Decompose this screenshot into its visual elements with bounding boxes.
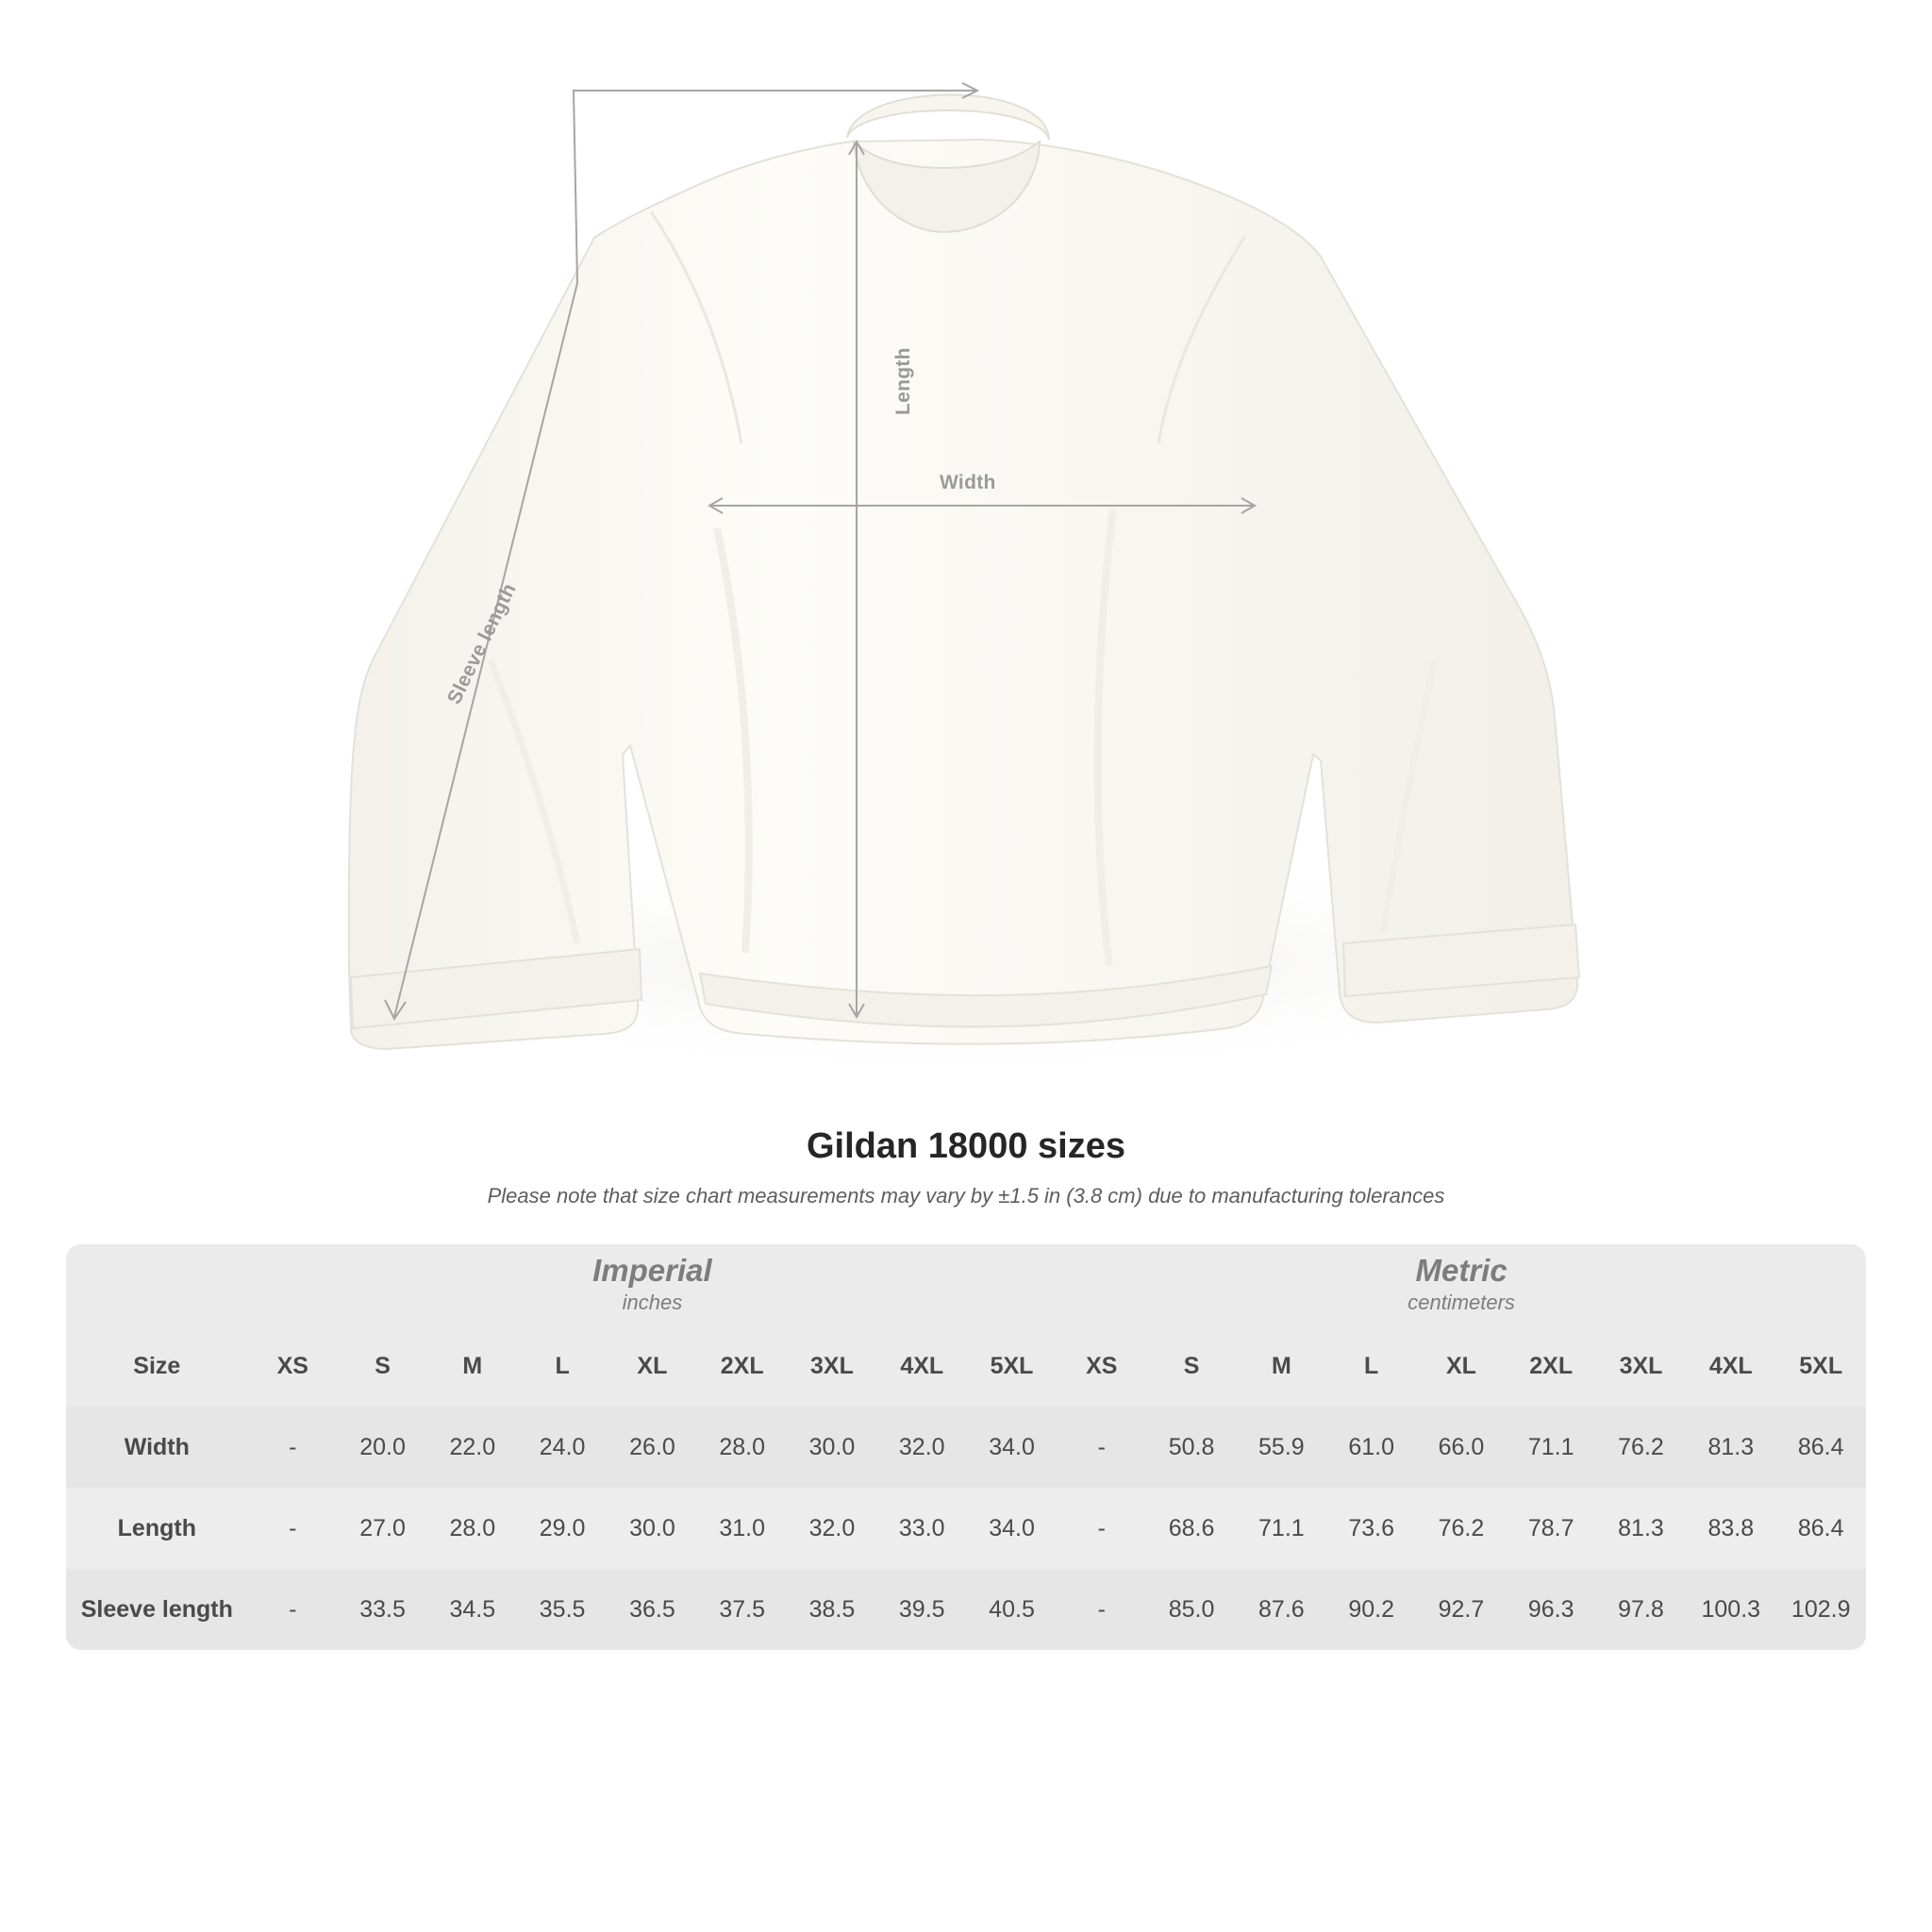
cell-length-metric-4xl: 83.8	[1686, 1488, 1775, 1569]
cell-sleeve-imperial-5xl: 40.5	[967, 1569, 1057, 1650]
cell-length-metric-m: 71.1	[1237, 1488, 1326, 1569]
page-title: Gildan 18000 sizes	[807, 1126, 1125, 1166]
cell-length-imperial-m: 28.0	[427, 1488, 517, 1569]
cell-length-imperial-2xl: 31.0	[697, 1488, 787, 1569]
unit-header-row	[66, 1244, 1866, 1325]
cell-sleeve-imperial-xl: 36.5	[608, 1569, 697, 1650]
size-col-header: XL	[1416, 1325, 1506, 1407]
cell-width-imperial-s: 20.0	[338, 1407, 427, 1488]
cell-length-imperial-xs: -	[248, 1488, 338, 1569]
cell-width-imperial-xs: -	[248, 1407, 338, 1488]
cell-sleeve-metric-m: 87.6	[1237, 1569, 1326, 1650]
cell-sleeve-metric-4xl: 100.3	[1686, 1569, 1775, 1650]
unit-imperial-sub: inches	[622, 1291, 683, 1315]
size-col-header: 5XL	[1775, 1325, 1866, 1407]
size-col-header: S	[1146, 1325, 1236, 1407]
cell-length-imperial-3xl: 32.0	[787, 1488, 876, 1569]
table-row	[66, 1407, 1866, 1488]
size-col-header: 2XL	[697, 1325, 787, 1407]
cell-width-imperial-m: 22.0	[427, 1407, 517, 1488]
cell-width-imperial-l: 24.0	[517, 1407, 607, 1488]
cell-sleeve-metric-xs: -	[1057, 1569, 1146, 1650]
cell-sleeve-imperial-s: 33.5	[338, 1569, 427, 1650]
cell-sleeve-metric-5xl: 102.9	[1775, 1569, 1866, 1650]
size-col-header: L	[1326, 1325, 1416, 1407]
cell-sleeve-metric-2xl: 96.3	[1507, 1569, 1596, 1650]
size-col-header: 3XL	[1596, 1325, 1686, 1407]
size-col-header: 4XL	[877, 1325, 967, 1407]
cell-width-imperial-5xl: 34.0	[967, 1407, 1057, 1488]
cell-length-metric-l: 73.6	[1326, 1488, 1416, 1569]
cell-width-metric-m: 55.9	[1237, 1407, 1326, 1488]
cell-length-metric-2xl: 78.7	[1507, 1488, 1596, 1569]
cell-sleeve-imperial-xs: -	[248, 1569, 338, 1650]
cell-width-metric-4xl: 81.3	[1686, 1407, 1775, 1488]
size-col-header: XL	[608, 1325, 697, 1407]
cell-sleeve-imperial-l: 35.5	[517, 1569, 607, 1650]
cell-sleeve-metric-xl: 92.7	[1416, 1569, 1506, 1650]
cell-width-metric-3xl: 76.2	[1596, 1407, 1686, 1488]
unit-metric-sub: centimeters	[1407, 1291, 1515, 1315]
size-col-header: XS	[1057, 1325, 1146, 1407]
cell-width-imperial-4xl: 32.0	[877, 1407, 967, 1488]
cell-width-metric-2xl: 71.1	[1507, 1407, 1596, 1488]
table-row	[66, 1488, 1866, 1569]
unit-header-spacer	[66, 1244, 248, 1325]
tolerance-note: Please note that size chart measurements may vary by ±1.5 in (3.8 cm) due to manufacturing tolerances	[487, 1184, 1445, 1208]
unit-metric-name: Metric	[1415, 1253, 1507, 1289]
size-chart-table	[66, 1244, 1866, 1650]
cell-width-metric-xs: -	[1057, 1407, 1146, 1488]
size-col-header: S	[338, 1325, 427, 1407]
width-label: Width	[940, 472, 996, 493]
cell-sleeve-imperial-m: 34.5	[427, 1569, 517, 1650]
cell-length-metric-3xl: 81.3	[1596, 1488, 1686, 1569]
cell-sleeve-metric-l: 90.2	[1326, 1569, 1416, 1650]
cell-sleeve-imperial-3xl: 38.5	[787, 1569, 876, 1650]
table-row	[66, 1569, 1866, 1650]
cell-length-metric-xl: 76.2	[1416, 1488, 1506, 1569]
cell-width-metric-l: 61.0	[1326, 1407, 1416, 1488]
size-header-row	[66, 1325, 1866, 1407]
cell-length-metric-5xl: 86.4	[1775, 1488, 1866, 1569]
row-label-sleeve-length: Sleeve length	[66, 1569, 248, 1650]
unit-metric	[1057, 1244, 1866, 1325]
size-col-header: 5XL	[967, 1325, 1057, 1407]
unit-imperial	[248, 1244, 1058, 1325]
cell-sleeve-imperial-2xl: 37.5	[697, 1569, 787, 1650]
cell-width-metric-5xl: 86.4	[1775, 1407, 1866, 1488]
size-col-header: 4XL	[1686, 1325, 1775, 1407]
sleeve-length-label: Sleeve length	[443, 579, 521, 708]
cell-length-metric-s: 68.6	[1146, 1488, 1236, 1569]
size-chart-table-wrapper	[66, 1244, 1866, 1650]
size-col-header: M	[427, 1325, 517, 1407]
size-header-label: Size	[66, 1325, 248, 1407]
cell-sleeve-metric-s: 85.0	[1146, 1569, 1236, 1650]
cell-length-imperial-4xl: 33.0	[877, 1488, 967, 1569]
size-col-header: 3XL	[787, 1325, 876, 1407]
size-col-header: M	[1237, 1325, 1326, 1407]
collar-rib	[847, 95, 1049, 141]
title-block	[0, 1126, 1932, 1208]
cell-length-imperial-xl: 30.0	[608, 1488, 697, 1569]
cell-length-imperial-5xl: 34.0	[967, 1488, 1057, 1569]
cell-length-metric-xs: -	[1057, 1488, 1146, 1569]
cell-width-imperial-3xl: 30.0	[787, 1407, 876, 1488]
cell-width-imperial-xl: 26.0	[608, 1407, 697, 1488]
length-label: Length	[892, 347, 914, 415]
cell-width-metric-xl: 66.0	[1416, 1407, 1506, 1488]
cell-sleeve-metric-3xl: 97.8	[1596, 1569, 1686, 1650]
size-col-header: 2XL	[1507, 1325, 1596, 1407]
size-col-header: XS	[248, 1325, 338, 1407]
size-col-header: L	[517, 1325, 607, 1407]
garment-body	[349, 140, 1577, 1049]
row-label-width: Width	[66, 1407, 248, 1488]
unit-imperial-name: Imperial	[592, 1253, 712, 1289]
row-label-length: Length	[66, 1488, 248, 1569]
cell-sleeve-imperial-4xl: 39.5	[877, 1569, 967, 1650]
cell-length-imperial-l: 29.0	[517, 1488, 607, 1569]
cell-length-imperial-s: 27.0	[338, 1488, 427, 1569]
cell-width-metric-s: 50.8	[1146, 1407, 1236, 1488]
cell-width-imperial-2xl: 28.0	[697, 1407, 787, 1488]
